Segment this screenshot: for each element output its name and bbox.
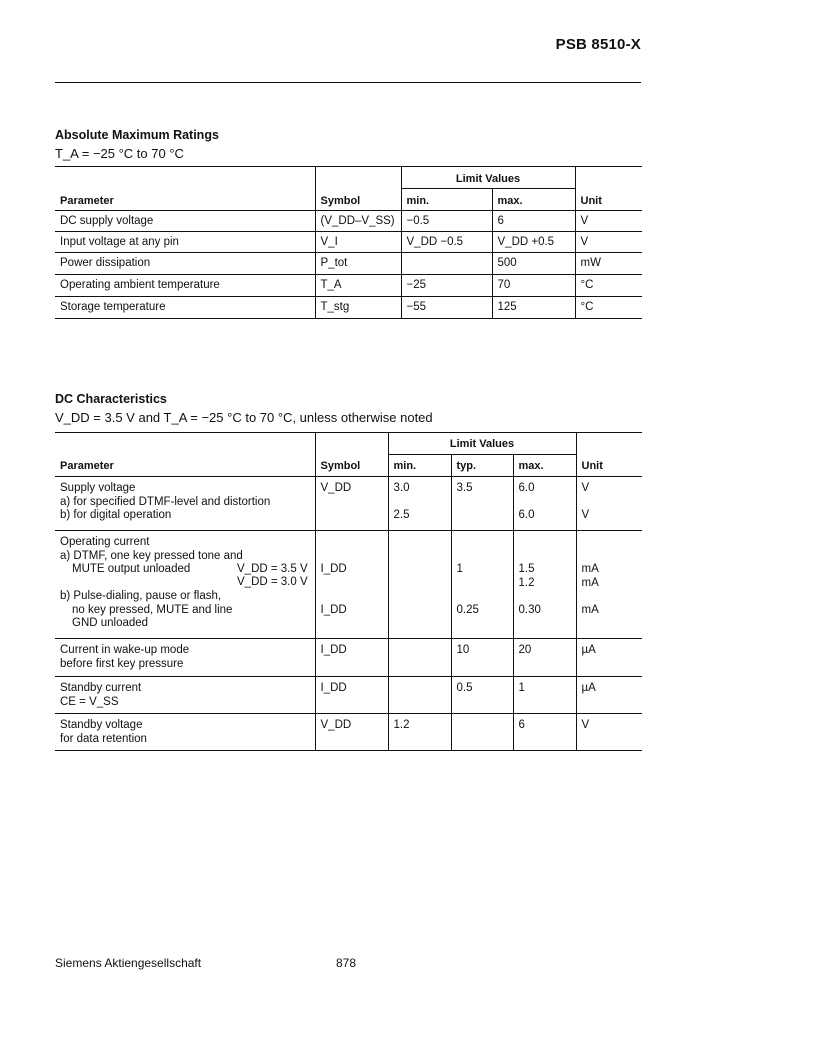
- amr-header-max: max.: [492, 189, 575, 211]
- dc-operating-p2: a) DTMF, one key pressed tone and: [60, 549, 243, 562]
- header-rule: [55, 82, 641, 83]
- table-row: [55, 714, 642, 751]
- dc-row-p1: Standby voltage: [60, 719, 143, 731]
- dc-row-max: 20: [513, 639, 576, 677]
- dc-row-p2: for data retention: [60, 732, 147, 745]
- amr-min: −25: [401, 275, 492, 297]
- amr-header-symbol-spacer: [315, 167, 401, 189]
- amr-max: 500: [492, 253, 575, 275]
- dc-row-typ: 0.5: [451, 677, 513, 714]
- amr-header-parameter-spacer: [55, 167, 315, 189]
- amr-unit: mW: [575, 253, 642, 275]
- amr-parameter: Power dissipation: [55, 253, 315, 275]
- amr-unit: °C: [575, 275, 642, 297]
- document-title: PSB 8510-X: [555, 36, 641, 53]
- dc-row-symbol: I_DD: [315, 639, 388, 677]
- amr-max: V_DD +0.5: [492, 232, 575, 253]
- amr-header-parameter: Parameter: [55, 189, 315, 211]
- footer-company: Siemens Aktiengesellschaft: [55, 956, 202, 970]
- table-row: [55, 275, 642, 297]
- dc-row-unit: µA: [576, 639, 642, 677]
- amr-unit: V: [575, 211, 642, 232]
- amr-symbol: V_I: [315, 232, 401, 253]
- dc-row-p1: Current in wake-up mode: [60, 644, 190, 656]
- dc-operating-unit-b: mA: [581, 603, 599, 616]
- dc-supply-max-b: 6.0: [518, 509, 535, 521]
- dc-header-parameter-spacer: [55, 433, 315, 455]
- amr-parameter: Input voltage at any pin: [55, 232, 315, 253]
- amr-symbol: T_stg: [315, 297, 401, 319]
- dc-row-typ: 10: [451, 639, 513, 677]
- dc-operating-typ-a: 1: [456, 563, 463, 575]
- dc-header-max: max.: [513, 455, 576, 477]
- table-row: [55, 211, 642, 232]
- dc-row-parameter: [55, 639, 315, 677]
- footer-page-number: 878: [336, 956, 357, 970]
- dc-operating-parameter: [55, 531, 315, 639]
- dc-operating-max-b: 0.30: [518, 603, 541, 616]
- dc-operating-p1: Operating current: [60, 536, 150, 548]
- table-row: [55, 677, 642, 714]
- dc-supply-max: [513, 477, 576, 531]
- dc-title: DC Characteristics: [55, 392, 167, 406]
- dc-row-parameter: [55, 677, 315, 714]
- dc-operating-p6: GND unloaded: [72, 617, 149, 629]
- dc-operating-symbol-a: I_DD: [320, 563, 347, 575]
- dc-row-symbol: I_DD: [315, 677, 388, 714]
- amr-min: −0.5: [401, 211, 492, 232]
- dc-supply-typ: [451, 477, 513, 531]
- dc-supply-unit-b: V: [581, 509, 590, 521]
- dc-supply-parameter: [55, 477, 315, 531]
- dc-supply-p1: Supply voltage: [60, 482, 136, 494]
- amr-max: 70: [492, 275, 575, 297]
- amr-symbol: T_A: [315, 275, 401, 297]
- dc-row-typ: [451, 714, 513, 751]
- dc-supply-p2: a) for specified DTMF-level and distortion: [60, 495, 271, 508]
- dc-operating-max: [513, 531, 576, 639]
- dc-operating-symbol: [315, 531, 388, 639]
- table-row: [55, 232, 642, 253]
- dc-operating-unit-a2: mA: [581, 576, 599, 589]
- amr-min: −55: [401, 297, 492, 319]
- dc-row-min: [388, 639, 451, 677]
- amr-max: 6: [492, 211, 575, 232]
- dc-supply-unit-a: V: [581, 482, 590, 494]
- dc-supply-typ-a: 3.5: [456, 482, 473, 494]
- dc-header-min: min.: [388, 455, 451, 477]
- amr-parameter: Operating ambient temperature: [55, 275, 315, 297]
- dc-header-symbol: Symbol: [315, 455, 388, 477]
- dc-row-unit: V: [576, 714, 642, 751]
- dc-operating-p3: MUTE output unloaded: [72, 563, 191, 575]
- amr-max: 125: [492, 297, 575, 319]
- amr-symbol: (V_DD–V_SS): [315, 211, 401, 232]
- dc-row-p2: CE = V_SS: [60, 695, 119, 708]
- dc-row-min: 1.2: [388, 714, 451, 751]
- dc-operating-max-a1: 1.5: [518, 563, 535, 575]
- table-row: [55, 297, 642, 319]
- table-row: [55, 531, 642, 639]
- dc-operating-cond2: V_DD = 3.0 V: [237, 576, 308, 588]
- amr-header-min: min.: [401, 189, 492, 211]
- dc-operating-typ-b: 0.25: [456, 603, 479, 616]
- amr-min: [401, 253, 492, 275]
- dc-row-max: 6: [513, 714, 576, 751]
- amr-header-limit-values: Limit Values: [401, 167, 575, 189]
- amr-header-unit-spacer: [575, 167, 642, 189]
- dc-supply-max-a: 6.0: [518, 482, 535, 494]
- amr-header-unit: Unit: [575, 189, 642, 211]
- dc-condition: V_DD = 3.5 V and T_A = −25 °C to 70 °C, unless otherwise noted: [55, 410, 433, 425]
- amr-parameter: Storage temperature: [55, 297, 315, 319]
- dc-operating-unit: [576, 531, 642, 639]
- amr-header-symbol: Symbol: [315, 189, 401, 211]
- dc-operating-p4: b) Pulse-dialing, pause or flash,: [60, 590, 222, 602]
- dc-operating-min: [388, 531, 451, 639]
- dc-supply-min-a: 3.0: [393, 482, 410, 494]
- dc-header-unit: Unit: [576, 455, 642, 477]
- dc-row-parameter: [55, 714, 315, 751]
- dc-supply-min-b: 2.5: [393, 509, 410, 521]
- amr-min: V_DD −0.5: [401, 232, 492, 253]
- table-row: [55, 253, 642, 275]
- dc-header-limit-values: Limit Values: [388, 433, 576, 455]
- amr-table: [55, 166, 642, 319]
- amr-unit: °C: [575, 297, 642, 319]
- table-row: [55, 477, 642, 531]
- dc-header-symbol-spacer: [315, 433, 388, 455]
- dc-supply-symbol: V_DD: [315, 477, 388, 531]
- dc-supply-p3: b) for digital operation: [60, 509, 172, 521]
- dc-header-unit-spacer: [576, 433, 642, 455]
- amr-title: Absolute Maximum Ratings: [55, 128, 219, 142]
- dc-table: [55, 432, 642, 751]
- dc-row-min: [388, 677, 451, 714]
- table-row: [55, 639, 642, 677]
- dc-header-typ: typ.: [451, 455, 513, 477]
- dc-supply-unit: [576, 477, 642, 531]
- dc-operating-p5: no key pressed, MUTE and line: [72, 603, 233, 616]
- dc-supply-min: [388, 477, 451, 531]
- amr-parameter: DC supply voltage: [55, 211, 315, 232]
- dc-operating-max-a2: 1.2: [518, 576, 535, 589]
- dc-operating-typ: [451, 531, 513, 639]
- dc-row-max: 1: [513, 677, 576, 714]
- dc-row-symbol: V_DD: [315, 714, 388, 751]
- amr-unit: V: [575, 232, 642, 253]
- dc-row-p2: before first key pressure: [60, 657, 184, 670]
- dc-operating-cond1: V_DD = 3.5 V: [237, 563, 308, 575]
- dc-row-unit: µA: [576, 677, 642, 714]
- dc-header-parameter: Parameter: [55, 455, 315, 477]
- dc-operating-symbol-b: I_DD: [320, 603, 347, 616]
- amr-symbol: P_tot: [315, 253, 401, 275]
- dc-row-p1: Standby current: [60, 682, 142, 694]
- dc-operating-unit-a1: mA: [581, 563, 599, 575]
- amr-condition: T_A = −25 °C to 70 °C: [55, 146, 184, 161]
